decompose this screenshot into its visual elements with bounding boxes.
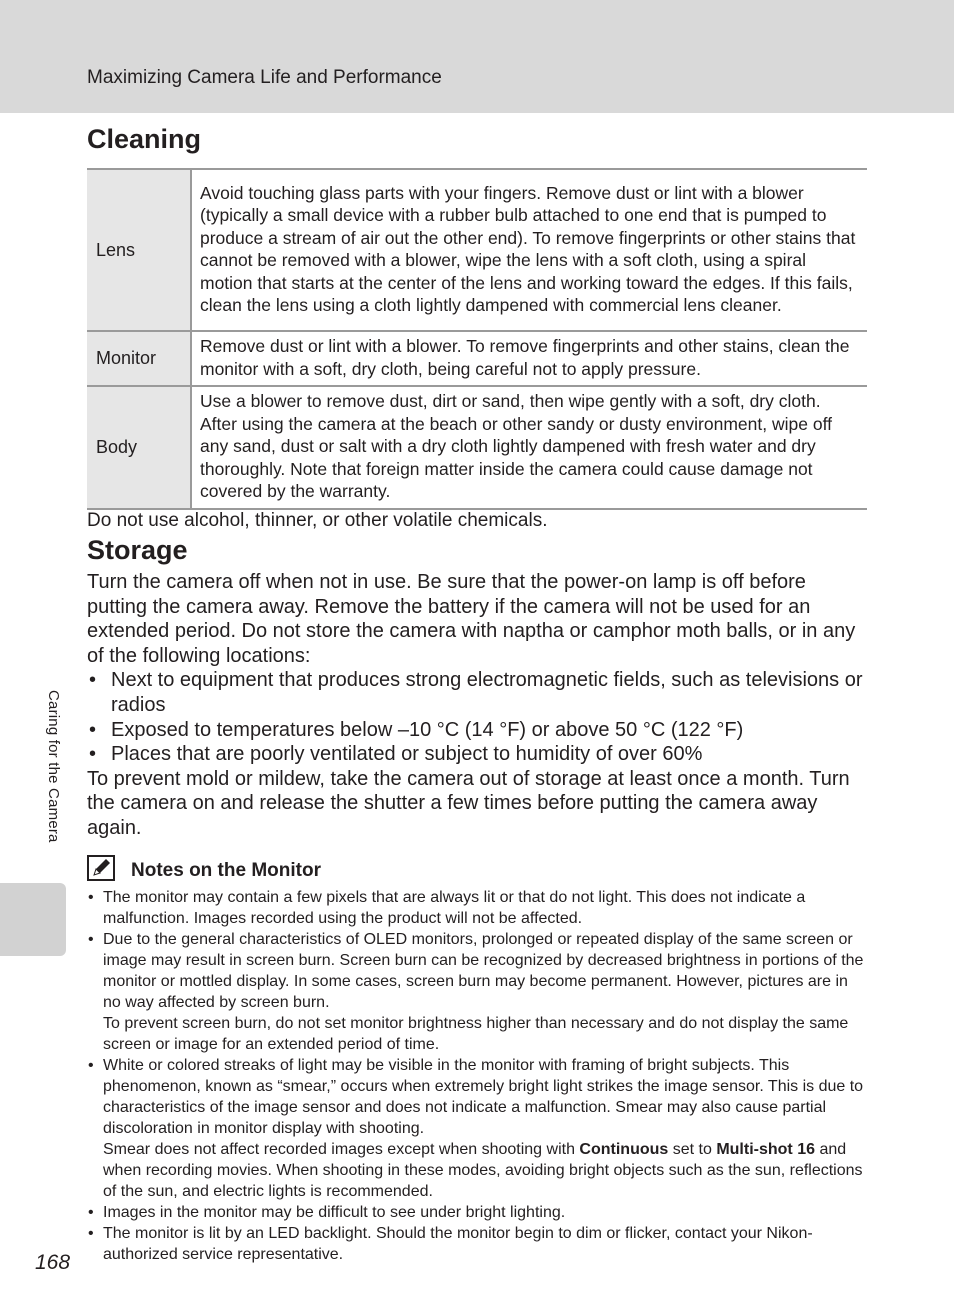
note-text: The monitor is lit by an LED backlight. Should the monitor begin to dim or flicker, contact your Nikon-authorized service representative. (103, 1225, 813, 1263)
note-text-part: Smear does not affect recorded images except when shooting with (103, 1141, 580, 1158)
row-text-lens: Avoid touching glass parts with your fingers. Remove dust or lint with a blower (typically a small device with a rubber bulb attached to one end that is pumped to produce a stream of air out the other end). To remove fingerprints or other stains that cannot be removed with a blower, wipe the lens with a soft cloth, using a spiral motion that starts at the center of the lens and working toward the edges. If this fails, clean the lens using a cloth lightly dampened with commercial lens cleaner. (191, 169, 867, 331)
list-item (87, 1055, 867, 1202)
storage-outro: To prevent mold or mildew, take the camera out of storage at least once a month. Turn the camera on and release the shutter a few times before putting the camera away again. (87, 767, 850, 839)
row-text-body: Use a blower to remove dust, dirt or sand, then wipe gently with a soft, dry cloth. After using the camera at the beach or other sandy or dusty environment, wipe off any sand, dust or salt with a dry cloth lightly dampened with fresh water and dry thoroughly. Note that foreign matter inside the camera could cause damage not covered by the warranty. (191, 386, 867, 509)
note-continuation (103, 1139, 867, 1202)
list-item (87, 1202, 867, 1223)
notes-list (87, 887, 867, 1265)
chemicals-warning: Do not use alcohol, thinner, or other volatile chemicals. (87, 510, 548, 531)
row-text-monitor: Remove dust or lint with a blower. To remove fingerprints and other stains, clean the monitor with a soft, dry cloth, being careful not to apply pressure. (191, 331, 867, 386)
note-text-part: and when recording movies. When shooting in these modes, avoiding bright objects such as the sun, reflections of the sun, and electric lights is recommended. (103, 1141, 863, 1200)
chapter-tab-label: Caring for the Camera (45, 690, 62, 843)
row-label-lens: Lens (87, 169, 191, 331)
list-item (87, 1223, 867, 1265)
list-item (87, 929, 867, 1055)
storage-location-list (87, 668, 867, 766)
cleaning-heading: Cleaning (87, 124, 202, 154)
list-item (87, 887, 867, 929)
storage-body (87, 570, 867, 841)
row-label-body: Body (87, 386, 191, 509)
table-row (87, 169, 867, 331)
note-text: White or colored streaks of light may be visible in the monitor with framing of bright subjects. This phenomenon, known as “smear,” occurs when extremely bright light strikes the image sensor. This is due to characteristics of the image sensor and does not indicate a malfunction. Smear may also cause partial discoloration in monitor display with shooting. (103, 1057, 864, 1137)
note-continuation: To prevent screen burn, do not set monitor brightness higher than necessary and do not display the same screen or image for an extended period of time. (103, 1015, 849, 1053)
note-text-part: set to (668, 1141, 717, 1158)
multishot-setting: Multi-shot 16 (716, 1141, 815, 1158)
list-item: • Exposed to temperatures below –10 °C (14 °F) or above 50 °C (122 °F) (87, 718, 867, 743)
list-item: • Places that are poorly ventilated or subject to humidity of over 60% (87, 742, 867, 767)
chapter-tab (0, 883, 66, 956)
table-row (87, 386, 867, 509)
note-text: Images in the monitor may be difficult to see under bright lighting. (103, 1204, 566, 1221)
page-number: 168 (35, 1251, 71, 1274)
running-header: Maximizing Camera Life and Performance (87, 67, 442, 88)
row-label-monitor: Monitor (87, 331, 191, 386)
note-text: The monitor may contain a few pixels that are always lit or that do not light. This does not indicate a malfunction. Images recorded using the product will not be affected. (103, 889, 806, 927)
pencil-note-icon (87, 855, 115, 881)
table-row (87, 331, 867, 386)
list-item: • Next to equipment that produces strong electromagnetic fields, such as televisions or radios (87, 668, 867, 717)
storage-intro: Turn the camera off when not in use. Be sure that the power-on lamp is off before putting the camera away. Remove the battery if the camera will not be used for an extended period. Do not store the camera with naptha or camphor moth balls, or in any of the following locations: (87, 571, 856, 667)
note-text: Due to the general characteristics of OLED monitors, prolonged or repeated display of the same screen or image may result in screen burn. Screen burn can be recognized by decreased brightness in portions of the monitor or mottled display. In some cases, screen burn may become permanent. However, pictures are in no way affected by screen burn. (103, 931, 864, 1011)
header-band (0, 0, 954, 113)
notes-title: Notes on the Monitor (131, 860, 321, 881)
cleaning-table (87, 168, 867, 510)
storage-heading: Storage (87, 535, 188, 565)
continuous-setting: Continuous (579, 1141, 669, 1158)
